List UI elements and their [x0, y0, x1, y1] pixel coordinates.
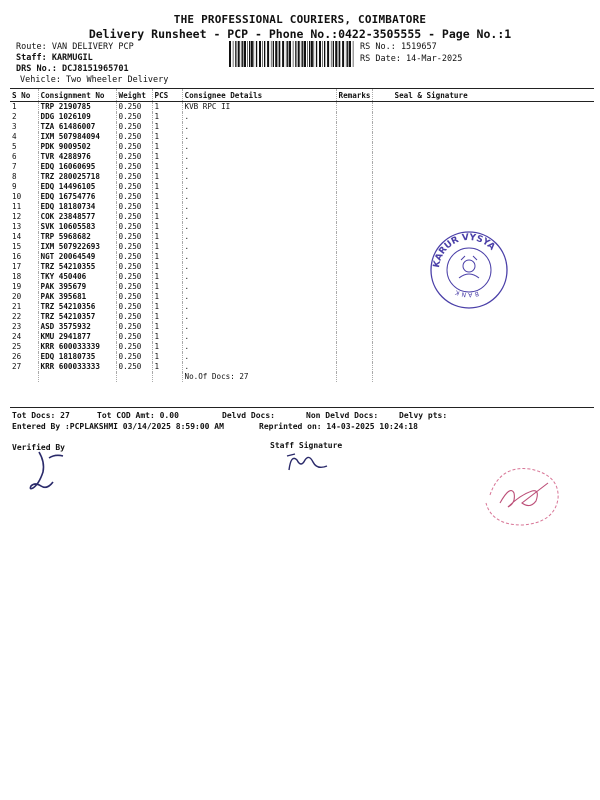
row-seal [372, 342, 594, 352]
row-remarks [336, 302, 372, 312]
row-remarks [336, 192, 372, 202]
no-of-docs-row [10, 372, 594, 382]
barcode-bar [333, 41, 334, 67]
row-remarks [336, 112, 372, 122]
row-weight: 0.250 [116, 172, 152, 182]
barcode-bar [347, 41, 348, 67]
barcode-bar [304, 41, 306, 67]
row-weight: 0.250 [116, 282, 152, 292]
empty-cell [116, 372, 152, 382]
row-consignment-no: DDG 1026109 [38, 112, 116, 122]
row-weight: 0.250 [116, 102, 152, 113]
row-remarks [336, 222, 372, 232]
row-consignee: . [182, 212, 336, 222]
barcode-bar [298, 41, 300, 67]
table-bottom-rule [10, 407, 594, 408]
row-sno: 11 [12, 202, 22, 211]
row-remarks [336, 322, 372, 332]
row-pcs: 1 [152, 242, 182, 252]
row-seal [372, 352, 594, 362]
row-weight: 0.250 [116, 242, 152, 252]
entered-by: Entered By :PCPLAKSHMI 03/14/2025 8:59:00 AM [12, 422, 224, 431]
row-pcs: 1 [152, 312, 182, 322]
row-consignee: . [182, 322, 336, 332]
row-seal [372, 332, 594, 342]
barcode-bar [275, 41, 277, 67]
row-remarks [336, 352, 372, 362]
row-consignment-no: PAK 395679 [38, 282, 116, 292]
row-weight: 0.250 [116, 142, 152, 152]
row-remarks [336, 282, 372, 292]
row-consignment-no: EDQ 16060695 [38, 162, 116, 172]
row-sno: 2 [12, 112, 17, 121]
row-weight: 0.250 [116, 232, 152, 242]
table-row [10, 182, 594, 192]
table-row [10, 322, 594, 332]
row-weight: 0.250 [116, 252, 152, 262]
row-consignment-no: TVR 4288976 [38, 152, 116, 162]
row-weight: 0.250 [116, 132, 152, 142]
row-remarks [336, 212, 372, 222]
table-row [10, 192, 594, 202]
row-consignee: . [182, 142, 336, 152]
row-consignment-no: TRZ 54210355 [38, 262, 116, 272]
row-remarks [336, 152, 372, 162]
row-pcs: 1 [152, 332, 182, 342]
row-pcs: 1 [152, 232, 182, 242]
row-remarks [336, 132, 372, 142]
row-consignee: . [182, 312, 336, 322]
row-consignment-no: EDQ 16754776 [38, 192, 116, 202]
row-seal [372, 202, 594, 212]
row-sno: 17 [12, 262, 22, 271]
row-remarks [336, 292, 372, 302]
barcode-bar [251, 41, 253, 67]
table-row [10, 362, 594, 372]
row-remarks [336, 342, 372, 352]
row-seal [372, 162, 594, 172]
barcode-bar [293, 41, 294, 67]
table-row [10, 122, 594, 132]
row-seal [372, 182, 594, 192]
barcode-bar [353, 41, 354, 67]
route-label: Route: VAN DELIVERY PCP [16, 42, 134, 52]
barcode-bar [319, 41, 321, 67]
row-remarks [336, 332, 372, 342]
row-sno: 23 [12, 322, 22, 331]
barcode-bar [327, 41, 329, 67]
row-sno: 7 [12, 162, 17, 171]
row-weight: 0.250 [116, 362, 152, 372]
row-weight: 0.250 [116, 262, 152, 272]
barcode-bar [331, 41, 332, 67]
row-consignee: . [182, 222, 336, 232]
row-consignee: . [182, 332, 336, 342]
row-seal [372, 152, 594, 162]
barcode-bar [301, 41, 302, 67]
row-consignee: . [182, 252, 336, 262]
barcode-bar [282, 41, 284, 67]
row-consignee: . [182, 292, 336, 302]
row-sno: 1 [12, 102, 17, 111]
row-consignee: . [182, 132, 336, 142]
receiver-signature [470, 455, 570, 530]
row-consignment-no: COK 23848577 [38, 212, 116, 222]
row-seal [372, 132, 594, 142]
col-header-remarks: Remarks [336, 89, 372, 102]
row-weight: 0.250 [116, 222, 152, 232]
row-pcs: 1 [152, 292, 182, 302]
row-sno: 15 [12, 242, 22, 251]
staff-signature-label: Staff Signature [270, 441, 343, 450]
row-weight: 0.250 [116, 342, 152, 352]
row-consignment-no: TRP 5968682 [38, 232, 116, 242]
barcode-bar [235, 41, 236, 67]
table-row [10, 172, 594, 182]
empty-cell [336, 372, 372, 382]
row-pcs: 1 [152, 102, 182, 113]
table-header-row [10, 89, 594, 102]
row-pcs: 1 [152, 122, 182, 132]
company-title: THE PROFESSIONAL COURIERS, COIMBATORE [173, 13, 427, 26]
row-sno: 8 [12, 172, 17, 181]
non-delvd-docs: Non Delvd Docs: [306, 411, 379, 420]
barcode-bar [264, 41, 265, 67]
row-consignment-no: PAK 395681 [38, 292, 116, 302]
row-remarks [336, 232, 372, 242]
verifier-signature [25, 448, 75, 493]
col-header-seal: Seal & Signature [372, 89, 594, 102]
barcode-bar [322, 41, 323, 67]
staff-label: Staff: KARMUGIL [16, 53, 93, 63]
row-pcs: 1 [152, 202, 182, 212]
barcode [229, 41, 354, 67]
row-consignment-no: NGT 20064549 [38, 252, 116, 262]
barcode-bar [254, 41, 255, 67]
row-pcs: 1 [152, 172, 182, 182]
svg-text:B A N K: B A N K [454, 288, 480, 299]
row-consignee: . [182, 192, 336, 202]
row-sno: 27 [12, 362, 22, 371]
row-sno: 14 [12, 232, 22, 241]
row-consignee: . [182, 122, 336, 132]
barcode-bar [242, 41, 243, 67]
barcode-bar [287, 41, 288, 67]
row-remarks [336, 262, 372, 272]
row-remarks [336, 202, 372, 212]
row-consignment-no: TZA 61486007 [38, 122, 116, 132]
empty-cell [38, 372, 116, 382]
drs-number: DRS No.: DCJ8151965701 [16, 64, 129, 74]
barcode-bar [262, 41, 263, 67]
row-consignment-no: ASD 3575932 [38, 322, 116, 332]
row-consignee: . [182, 282, 336, 292]
barcode-bar [324, 41, 325, 67]
row-pcs: 1 [152, 222, 182, 232]
table-row [10, 352, 594, 362]
row-remarks [336, 312, 372, 322]
table-row [10, 312, 594, 322]
row-consignee: KVB RPC II [182, 102, 336, 113]
staff-signature-scribble [283, 450, 333, 475]
row-consignment-no: TRZ 54210356 [38, 302, 116, 312]
table-row [10, 162, 594, 172]
row-pcs: 1 [152, 112, 182, 122]
row-pcs: 1 [152, 182, 182, 192]
row-sno: 4 [12, 132, 17, 141]
barcode-bar [295, 41, 296, 67]
row-weight: 0.250 [116, 162, 152, 172]
row-weight: 0.250 [116, 202, 152, 212]
barcode-bar [338, 41, 339, 67]
row-pcs: 1 [152, 282, 182, 292]
barcode-bar [247, 41, 248, 67]
row-pcs: 1 [152, 252, 182, 262]
runsheet-title: Delivery Runsheet - PCP - Phone No.:0422-3505555 - Page No.:1 [88, 27, 512, 41]
row-consignee: . [182, 342, 336, 352]
row-pcs: 1 [152, 362, 182, 372]
row-consignee: . [182, 202, 336, 212]
row-remarks [336, 142, 372, 152]
barcode-bar [314, 41, 315, 67]
barcode-bar [335, 41, 337, 67]
row-weight: 0.250 [116, 332, 152, 342]
barcode-bar [342, 41, 344, 67]
row-weight: 0.250 [116, 352, 152, 362]
col-header-consignee: Consignee Details [182, 89, 336, 102]
table-row [10, 112, 594, 122]
row-weight: 0.250 [116, 302, 152, 312]
delvd-docs: Delvd Docs: [222, 411, 275, 420]
row-seal [372, 112, 594, 122]
rs-number: RS No.: 1519657 [360, 42, 437, 52]
barcode-bar [316, 41, 317, 67]
row-pcs: 1 [152, 162, 182, 172]
table-row [10, 132, 594, 142]
row-weight: 0.250 [116, 192, 152, 202]
row-remarks [336, 102, 372, 113]
vehicle-label: Vehicle: Two Wheeler Delivery [20, 75, 169, 85]
row-remarks [336, 182, 372, 192]
tot-cod: Tot COD Amt: 0.00 [97, 411, 179, 420]
row-weight: 0.250 [116, 112, 152, 122]
row-seal [372, 102, 594, 113]
row-sno: 9 [12, 182, 17, 191]
row-consignment-no: KRR 600033339 [38, 342, 116, 352]
barcode-bar [229, 41, 231, 67]
row-consignee: . [182, 112, 336, 122]
row-weight: 0.250 [116, 312, 152, 322]
row-consignee: . [182, 272, 336, 282]
row-weight: 0.250 [116, 212, 152, 222]
barcode-bar [249, 41, 250, 67]
row-remarks [336, 162, 372, 172]
barcode-bar [349, 41, 351, 67]
empty-cell [10, 372, 38, 382]
row-sno: 18 [12, 272, 22, 281]
rs-date: RS Date: 14-Mar-2025 [360, 54, 463, 64]
row-sno: 10 [12, 192, 22, 201]
row-remarks [336, 272, 372, 282]
barcode-bar [311, 41, 313, 67]
table-row [10, 142, 594, 152]
row-weight: 0.250 [116, 152, 152, 162]
row-sno: 5 [12, 142, 17, 151]
row-consignment-no: EDQ 14496105 [38, 182, 116, 192]
row-pcs: 1 [152, 142, 182, 152]
bank-seal-stamp [429, 230, 509, 310]
row-pcs: 1 [152, 342, 182, 352]
row-sno: 19 [12, 282, 22, 291]
reprinted-on: Reprinted on: 14-03-2025 10:24:18 [259, 422, 418, 431]
barcode-bar [278, 41, 279, 67]
row-sno: 12 [12, 212, 22, 221]
row-seal [372, 122, 594, 132]
row-remarks [336, 362, 372, 372]
barcode-bar [302, 41, 303, 67]
row-consignee: . [182, 352, 336, 362]
barcode-bar [273, 41, 274, 67]
row-remarks [336, 172, 372, 182]
row-remarks [336, 242, 372, 252]
barcode-bar [289, 41, 291, 67]
row-pcs: 1 [152, 152, 182, 162]
row-consignee: . [182, 302, 336, 312]
row-consignee: . [182, 182, 336, 192]
row-pcs: 1 [152, 352, 182, 362]
row-consignment-no: TRZ 54210357 [38, 312, 116, 322]
row-pcs: 1 [152, 262, 182, 272]
row-sno: 13 [12, 222, 22, 231]
row-weight: 0.250 [116, 292, 152, 302]
table-row [10, 102, 594, 113]
row-consignment-no: KMU 2941877 [38, 332, 116, 342]
svg-text:KARUR VYSYA: KARUR VYSYA [431, 232, 497, 269]
row-consignee: . [182, 172, 336, 182]
empty-cell [372, 372, 594, 382]
row-seal [372, 322, 594, 332]
barcode-bar [339, 41, 340, 67]
barcode-bar [286, 41, 287, 67]
barcode-bar [256, 41, 257, 67]
row-sno: 26 [12, 352, 22, 361]
row-sno: 16 [12, 252, 22, 261]
row-consignee: . [182, 162, 336, 172]
barcode-bar [238, 41, 240, 67]
row-pcs: 1 [152, 212, 182, 222]
barcode-bar [271, 41, 272, 67]
row-consignment-no: SVK 10605583 [38, 222, 116, 232]
no-of-docs: No.Of Docs: 27 [182, 372, 336, 382]
row-consignment-no: KRR 600033333 [38, 362, 116, 372]
col-header-pcs: PCS [152, 89, 182, 102]
row-weight: 0.250 [116, 122, 152, 132]
barcode-bar [233, 41, 234, 67]
row-seal [372, 172, 594, 182]
col-header-sno: S No [10, 89, 38, 102]
row-sno: 22 [12, 312, 22, 321]
barcode-bar [309, 41, 310, 67]
row-pcs: 1 [152, 132, 182, 142]
row-seal [372, 362, 594, 372]
barcode-bar [241, 41, 242, 67]
row-consignment-no: IXM 507984094 [38, 132, 116, 142]
row-pcs: 1 [152, 192, 182, 202]
row-seal [372, 142, 594, 152]
row-sno: 6 [12, 152, 17, 161]
row-sno: 21 [12, 302, 22, 311]
row-consignee: . [182, 152, 336, 162]
barcode-bar [307, 41, 308, 67]
row-consignee: . [182, 362, 336, 372]
table-row [10, 202, 594, 212]
verified-by-label: Verified By [12, 443, 65, 452]
row-weight: 0.250 [116, 182, 152, 192]
row-weight: 0.250 [116, 272, 152, 282]
row-pcs: 1 [152, 302, 182, 312]
row-consignment-no: TKY 450406 [38, 272, 116, 282]
barcode-bar [259, 41, 261, 67]
row-sno: 20 [12, 292, 22, 301]
row-consignment-no: EDQ 18180735 [38, 352, 116, 362]
barcode-bar [244, 41, 246, 67]
row-remarks [336, 122, 372, 132]
row-consignment-no: IXM 507922693 [38, 242, 116, 252]
row-weight: 0.250 [116, 322, 152, 332]
row-consignee: . [182, 232, 336, 242]
row-sno: 24 [12, 332, 22, 341]
row-pcs: 1 [152, 322, 182, 332]
barcode-bar [346, 41, 347, 67]
empty-cell [152, 372, 182, 382]
barcode-bar [267, 41, 269, 67]
table-row [10, 212, 594, 222]
table-row [10, 342, 594, 352]
delvy-pts: Delvy pts: [399, 411, 448, 420]
row-seal [372, 192, 594, 202]
col-header-consignment: Consignment No [38, 89, 116, 102]
row-remarks [336, 252, 372, 262]
row-consignment-no: EDQ 18180734 [38, 202, 116, 212]
table-row [10, 332, 594, 342]
row-pcs: 1 [152, 272, 182, 282]
row-seal [372, 212, 594, 222]
tot-docs: Tot Docs: 27 [12, 411, 70, 420]
row-consignment-no: TRP 2190785 [38, 102, 116, 113]
row-sno: 25 [12, 342, 22, 351]
barcode-bar [279, 41, 280, 67]
row-consignee: . [182, 262, 336, 272]
row-sno: 3 [12, 122, 17, 131]
row-consignment-no: PDK 9009502 [38, 142, 116, 152]
row-consignee: . [182, 242, 336, 252]
row-consignment-no: TRZ 280025718 [38, 172, 116, 182]
table-row [10, 152, 594, 162]
col-header-weight: Weight [116, 89, 152, 102]
row-seal [372, 312, 594, 322]
